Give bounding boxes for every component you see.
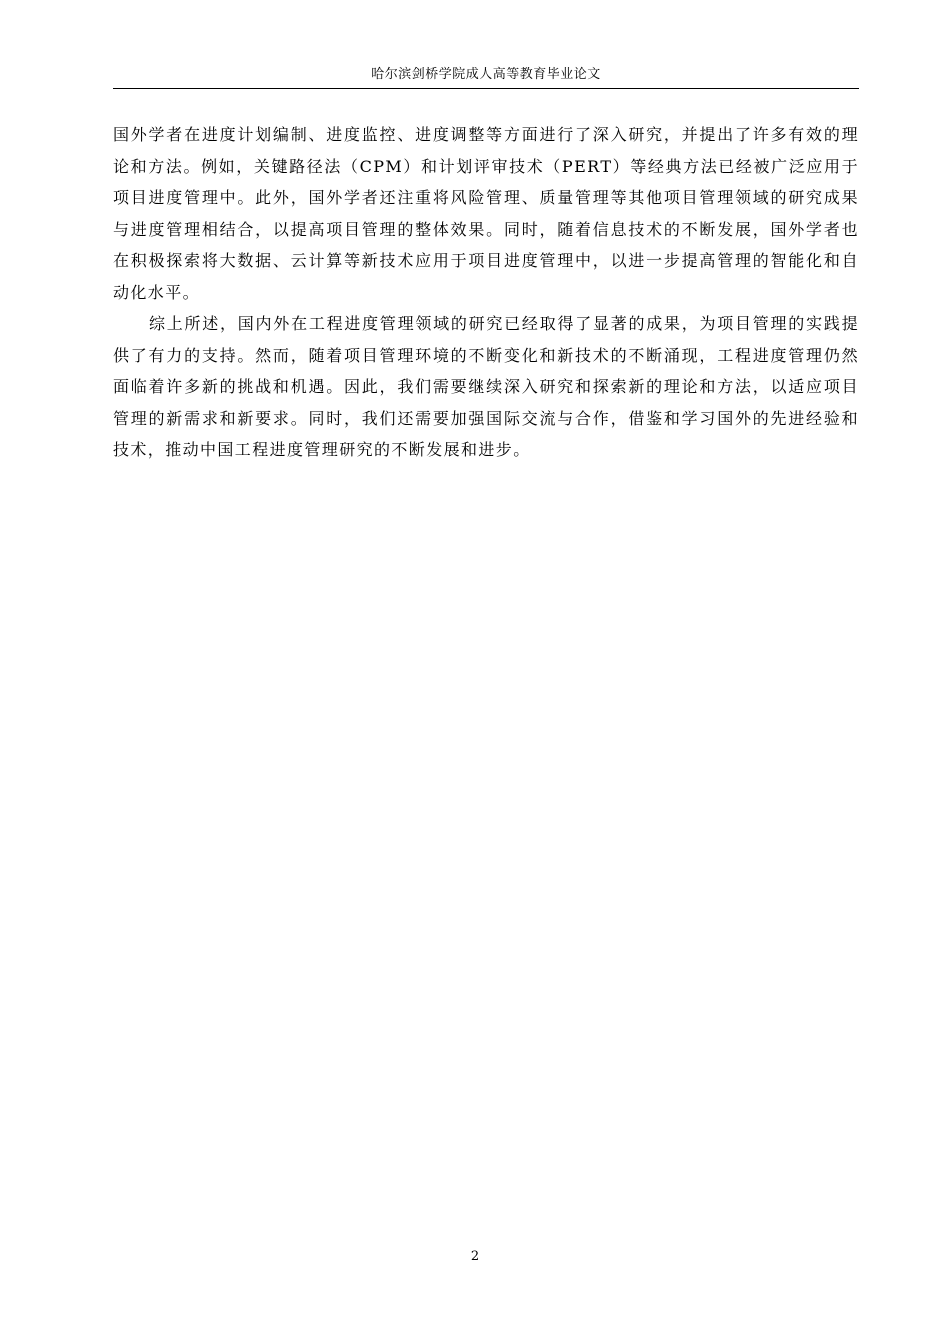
header-divider <box>113 88 859 89</box>
body-text <box>113 119 859 466</box>
page-number: 2 <box>470 1249 480 1264</box>
running-header: 哈尔滨剑桥学院成人高等教育毕业论文 <box>371 67 601 82</box>
paragraph-summary: 综上所述，国内外在工程进度管理领域的研究已经取得了显著的成果，为项目管理的实践提供了有力的支持。然而，随着项目管理环境的不断变化和新技术的不断涌现，工程进度管理仍然面临着许多新的挑战和机遇。因此，我们需要继续深入研究和探索新的理论和方法，以适应项目管理的新需求和新要求。同时，我们还需要加强国际交流与合作，借鉴和学习国外的先进经验和技术，推动中国工程进度管理研究的不断发展和进步。 <box>113 314 859 459</box>
paragraph-foreign-research: 国外学者在进度计划编制、进度监控、进度调整等方面进行了深入研究，并提出了许多有效的理论和方法。例如，关键路径法（CPM）和计划评审技术（PERT）等经典方法已经被广泛应用于项目进度管理中。此外，国外学者还注重将风险管理、质量管理等其他项目管理领域的研究成果与进度管理相结合，以提高项目管理的整体效果。同时，随着信息技术的不断发展，国外学者也在积极探索将大数据、云计算等新技术应用于项目进度管理中，以进一步提高管理的智能化和自动化水平。 <box>113 125 859 302</box>
